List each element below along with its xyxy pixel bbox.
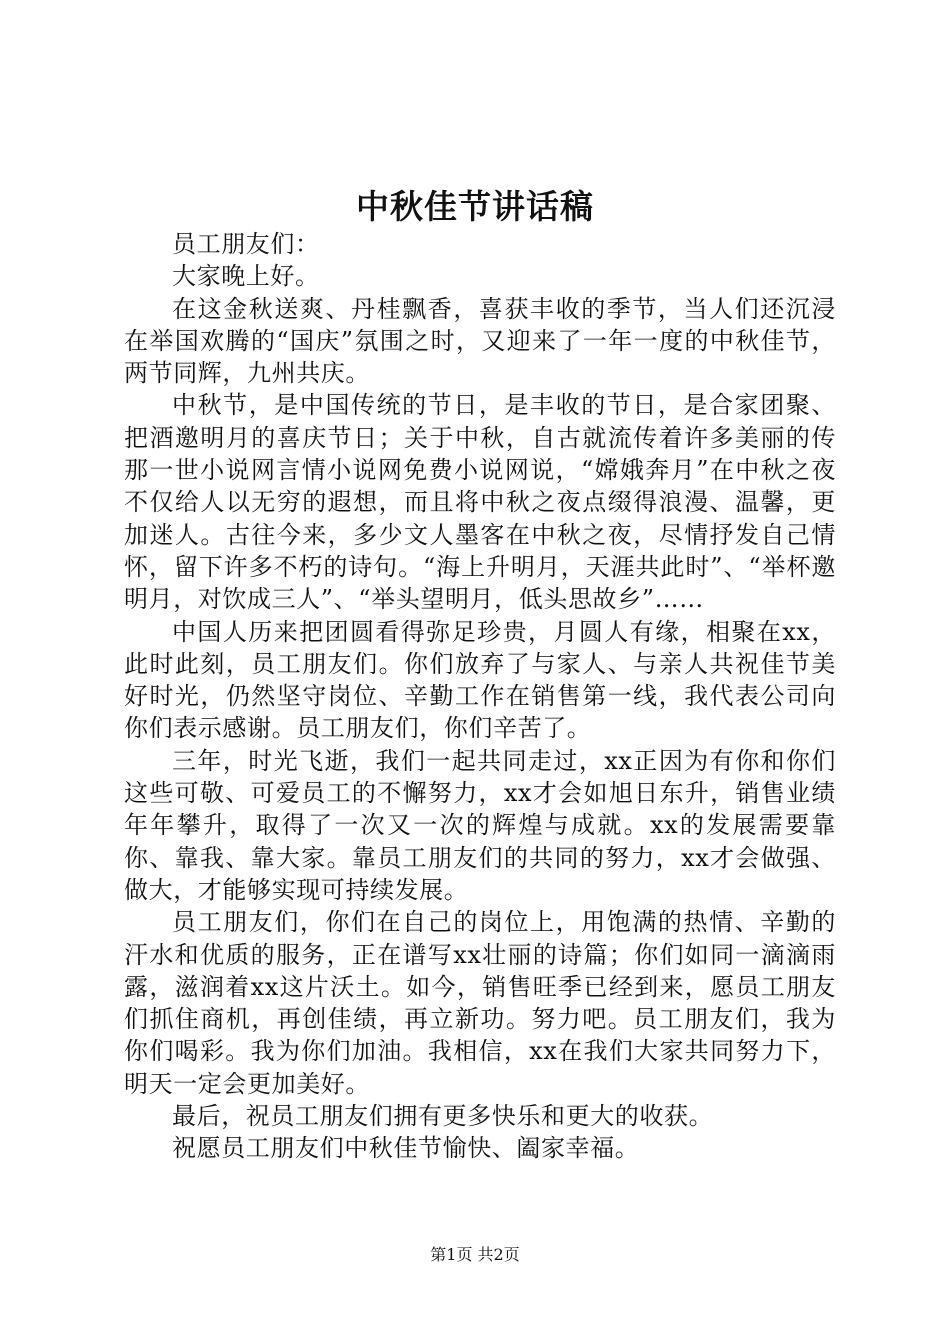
document-body <box>124 228 836 1165</box>
paragraph-mid-autumn: 中秋节，是中国传统的节日，是丰收的节日，是合家团聚、把酒邀明月的喜庆节日；关于中秋，自古就流传着许多美丽的传那一世小说网言情小说网免费小说网说，“嫦娥奔月”在中秋之夜不仅给人以无穷的遐想，而且将中秋之夜点缀得浪漫、温馨，更加迷人。古往今来，多少文人墨客在中秋之夜，尽情抒发自己情怀，留下许多不朽的诗句。“海上升明月，天涯共此时”、“举杯邀明月，对饮成三人”、“举头望明月，低头思故乡”…… <box>124 391 836 614</box>
paragraph-encouragement: 员工朋友们，你们在自己的岗位上，用饱满的热情、辛勤的汗水和优质的服务，正在谱写xx壮丽的诗篇；你们如同一滴滴雨露，滋润着xx这片沃土。如今，销售旺季已经到来，愿员工朋友们抓住商机，再创佳绩，再立新功。努力吧。员工朋友们，我为你们喝彩。我为你们加油。我相信，xx在我们大家共同努力下，明天一定会更加美好。 <box>124 908 836 1098</box>
paragraph-greeting: 大家晚上好。 <box>172 262 320 291</box>
paragraph-three-years: 三年，时光飞逝，我们一起共同走过，xx正因为有你和你们这些可敬、可爱员工的不懈努力，xx才会如旭日东升，销售业绩年年攀升，取得了一次又一次的辉煌与成就。xx的发展需要靠你、靠我、靠大家。靠员工朋友们的共同的努力，xx才会做强、做大，才能够实现可持续发展。 <box>124 746 836 904</box>
paragraph-wishes: 最后，祝员工朋友们拥有更多快乐和更大的收获。 <box>172 1102 714 1131</box>
paragraph-intro: 在这金秋送爽、丹桂飘香，喜获丰收的季节，当人们还沉浸在举国欢腾的“国庆”氛围之时，又迎来了一年一度的中秋佳节，两节同辉，九州共庆。 <box>124 294 836 388</box>
paragraph-salutation: 员工朋友们： <box>172 230 320 258</box>
document-title: 中秋佳节讲话稿 <box>356 187 594 226</box>
page-number-footer: 第1页 共2页 <box>430 1245 520 1264</box>
paragraph-closing: 祝愿员工朋友们中秋佳节愉快、阖家幸福。 <box>172 1134 640 1163</box>
paragraph-thanks: 中国人历来把团圆看得弥足珍贵，月圆人有缘，相聚在xx，此时此刻，员工朋友们。你们放弃了与家人、与亲人共祝佳节美好时光，仍然坚守岗位、辛勤工作在销售第一线，我代表公司向你们表示感谢。员工朋友们，你们辛苦了。 <box>124 617 836 743</box>
